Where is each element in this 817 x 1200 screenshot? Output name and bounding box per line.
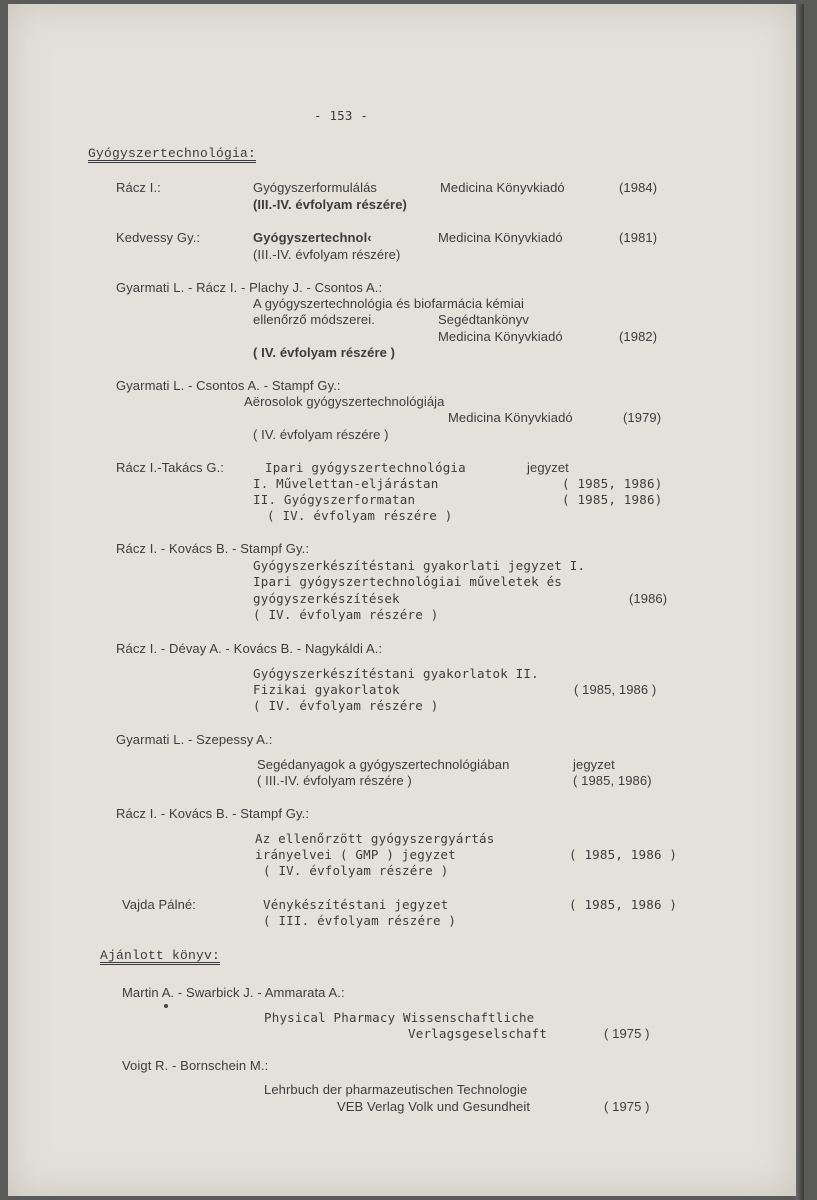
entry-year: (1981) <box>619 230 658 245</box>
entry-authors: Vajda Pálné: <box>122 897 196 912</box>
document-page <box>8 4 796 1196</box>
entry-part-year: ( 1985, 1986) <box>562 476 663 491</box>
entry-line: Gyógyszerkészítéstani gyakorlati jegyzet I. <box>253 558 586 573</box>
entry-line: Vénykészítéstani jegyzet <box>263 897 449 912</box>
entry-publisher: Medicina Könyvkiadó <box>438 329 563 344</box>
entry-authors: Gyarmati L. - Rácz I. - Plachy J. - Csontos A.: <box>116 280 383 295</box>
entry-title-line: ellenőrző módszerei. <box>253 312 375 327</box>
entry-audience: (III.-IV. évfolyam részére) <box>253 197 407 212</box>
section-heading: Gyógyszertechnológia: <box>88 146 257 161</box>
entry-authors: Rácz I. - Kovács B. - Stampf Gy.: <box>116 541 310 556</box>
entry-note: jegyzet <box>527 460 569 475</box>
recommended-title-line: Verlagsgeselschaft <box>408 1026 548 1041</box>
entry-line: Ipari gyógyszertechnológiai műveletek és <box>253 574 563 589</box>
scan-edge <box>796 4 804 1200</box>
entry-audience: ( IV. évfolyam részére ) <box>267 508 453 523</box>
entry-note: jegyzet <box>573 757 615 772</box>
entry-authors: Kedvessy Gy.: <box>116 230 201 245</box>
entry-year: ( 1985, 1986 ) <box>574 682 657 697</box>
entry-title: Ipari gyógyszertechnológia <box>265 460 466 475</box>
entry-publisher: Medicina Könyvkiadó <box>438 230 563 245</box>
entry-audience: ( IV. évfolyam részére ) <box>253 345 396 360</box>
entry-authors: Rácz I. - Dévay A. - Kovács B. - Nagykáldi A.: <box>116 641 383 656</box>
entry-publisher: Medicina Könyvkiadó <box>440 180 565 195</box>
entry-line: gyógyszerkészítések <box>253 591 400 606</box>
entry-line: Gyógyszerkészítéstani gyakorlatok II. <box>253 666 539 681</box>
entry-title: Aërosolok gyógyszertechnológiája <box>244 394 445 409</box>
recommended-title-line: VEB Verlag Volk und Gesundheit <box>337 1099 531 1114</box>
entry-line: Fizikai gyakorlatok <box>253 682 400 697</box>
entry-year: (1982) <box>619 329 658 344</box>
entry-title-line: A gyógyszertechnológia és biofarmácia kémiai <box>253 296 525 311</box>
entry-authors: Rácz I. - Kovács B. - Stampf Gy.: <box>116 806 310 821</box>
entry-line: irányelvei ( GMP ) jegyzet <box>255 847 456 862</box>
recommended-title-line: Lehrbuch der pharmazeutischen Technologie <box>264 1082 528 1097</box>
entry-audience: ( IV. évfolyam részére ) <box>253 698 439 713</box>
entry-title: Gyógyszertechnol‹ <box>253 230 372 245</box>
bullet-mark <box>164 1004 168 1008</box>
entry-authors: Gyarmati L. - Csontos A. - Stampf Gy.: <box>116 378 341 393</box>
entry-authors: Rácz I.: <box>116 180 161 195</box>
entry-line: Segédanyagok a gyógyszertechnológiában <box>257 757 510 772</box>
entry-year: (1986) <box>629 591 668 606</box>
recommended-authors: Voigt R. - Bornschein M.: <box>122 1058 269 1073</box>
page-number: - 153 - <box>314 108 369 123</box>
entry-year: ( 1985, 1986 ) <box>569 897 678 912</box>
entry-audience: ( III. évfolyam részére ) <box>263 913 457 928</box>
entry-authors: Rácz I.-Takács G.: <box>116 460 224 475</box>
entry-audience: ( IV. évfolyam részére ) <box>263 863 449 878</box>
entry-line: Az ellenőrzött gyógyszergyártás <box>255 831 495 846</box>
recommended-authors: Martin A. - Swarbick J. - Ammarata A.: <box>122 985 345 1000</box>
entry-authors: Gyarmati L. - Szepessy A.: <box>116 732 273 747</box>
entry-title: Gyógyszerformulálás <box>253 180 377 195</box>
entry-part: II. Gyógyszerformatan <box>253 492 416 507</box>
entry-year: ( 1985, 1986 ) <box>569 847 678 862</box>
entry-audience: ( III.-IV. évfolyam részére ) <box>257 773 412 788</box>
recommended-title-line: Physical Pharmacy Wissenschaftliche <box>264 1010 535 1025</box>
entry-note: Segédtankönyv <box>438 312 529 327</box>
entry-part-year: ( 1985, 1986) <box>562 492 663 507</box>
entry-audience: ( IV. évfolyam részére ) <box>253 427 389 442</box>
entry-year: (1984) <box>619 180 658 195</box>
entry-part: I. Művelettan-eljárástan <box>253 476 439 491</box>
recommended-heading: Ajánlott könyv: <box>100 948 221 963</box>
entry-audience: (III.-IV. évfolyam részére) <box>253 247 401 262</box>
entry-year: (1979) <box>623 410 662 425</box>
recommended-year: ( 1975 ) <box>604 1099 650 1114</box>
entry-audience: ( IV. évfolyam részére ) <box>253 607 439 622</box>
entry-publisher: Medicina Könyvkiadó <box>448 410 573 425</box>
entry-year: ( 1985, 1986) <box>573 773 652 788</box>
recommended-year: ( 1975 ) <box>604 1026 650 1041</box>
